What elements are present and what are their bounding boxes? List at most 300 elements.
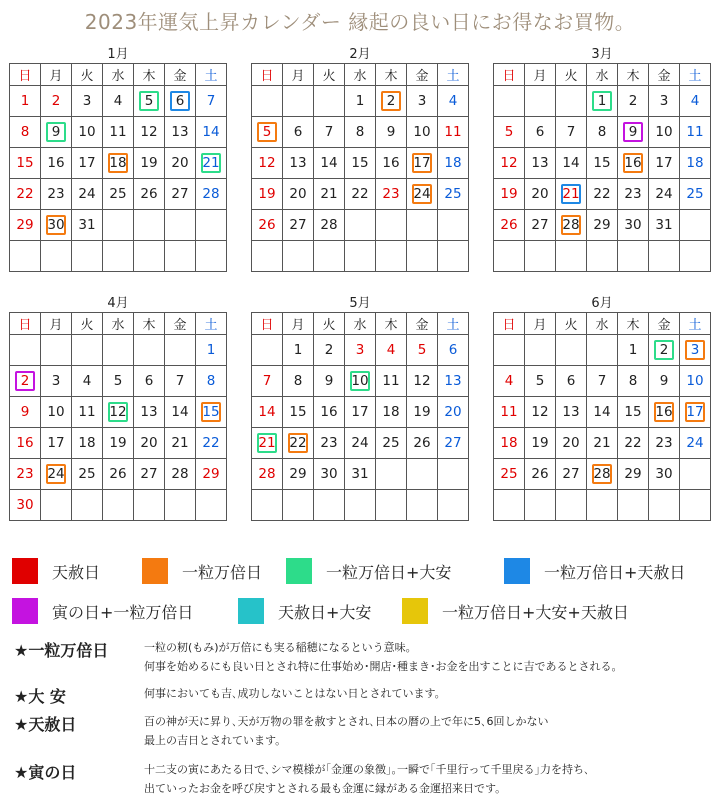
day-cell <box>314 335 345 366</box>
day-number: 14 <box>258 404 276 420</box>
day-cell <box>680 366 711 397</box>
day-number: 20 <box>562 435 580 451</box>
day-number: 31 <box>351 466 369 482</box>
day-number: 13 <box>562 404 580 420</box>
swatch-ichiryu-taian <box>286 558 312 584</box>
note-title: ★大 安 <box>14 687 66 706</box>
empty-cell <box>103 490 134 521</box>
day-number: 14 <box>593 404 611 420</box>
day-cell <box>587 210 618 241</box>
day-number: 26 <box>413 435 431 451</box>
empty-cell <box>10 335 41 366</box>
day-number: 20 <box>289 186 307 202</box>
day-number-highlight: 21 <box>202 155 220 171</box>
weekday-header: 日 <box>10 313 41 335</box>
day-number: 11 <box>444 124 462 140</box>
day-number: 23 <box>655 435 673 451</box>
day-cell <box>345 459 376 490</box>
day-cell <box>438 86 469 117</box>
day-number: 22 <box>351 186 369 202</box>
day-number-highlight: 28 <box>593 466 611 482</box>
day-number: 4 <box>82 373 92 389</box>
day-cell <box>649 366 680 397</box>
empty-cell <box>376 459 407 490</box>
legend-item-ichiryu-taian <box>286 558 504 584</box>
day-number: 18 <box>382 404 400 420</box>
day-number: 14 <box>202 124 220 140</box>
day-number: 28 <box>258 466 276 482</box>
day-cell <box>618 428 649 459</box>
day-number: 5 <box>113 373 123 389</box>
day-number: 27 <box>171 186 189 202</box>
day-number: 6 <box>448 342 458 358</box>
day-number: 24 <box>686 435 704 451</box>
day-cell <box>680 117 711 148</box>
note-line: 十二支の寅にあたる日で､シマ模様が｢金運の象徴｣｡一瞬で｢千里行って千里戻る｣力を持ち､ <box>144 763 590 776</box>
day-number: 15 <box>289 404 307 420</box>
day-number-highlight: 2 <box>15 371 35 391</box>
day-number: 1 <box>20 93 30 109</box>
day-number: 9 <box>324 373 334 389</box>
day-number: 7 <box>597 373 607 389</box>
day-cell <box>72 210 103 241</box>
empty-cell <box>618 490 649 521</box>
day-cell <box>618 397 649 428</box>
day-number: 31 <box>78 217 96 233</box>
day-cell <box>41 428 72 459</box>
day-cell <box>345 148 376 179</box>
weekday-header: 水 <box>103 64 134 86</box>
note-text <box>144 638 714 676</box>
day-number: 16 <box>382 155 400 171</box>
weekday-header: 日 <box>494 313 525 335</box>
day-cell <box>438 179 469 210</box>
day-cell <box>494 397 525 428</box>
day-number: 7 <box>206 93 216 109</box>
day-number: 11 <box>686 124 704 140</box>
day-number: 19 <box>531 435 549 451</box>
day-cell <box>649 210 680 241</box>
day-number: 17 <box>78 155 96 171</box>
empty-cell <box>407 210 438 241</box>
weekday-header: 月 <box>283 64 314 86</box>
day-cell <box>72 397 103 428</box>
day-cell <box>314 179 345 210</box>
day-number: 20 <box>171 155 189 171</box>
empty-cell <box>680 490 711 521</box>
day-number: 22 <box>624 435 642 451</box>
day-number: 1 <box>355 93 365 109</box>
day-number: 4 <box>448 93 458 109</box>
note-line: 何事を始めるにも良い日とされ特に仕事始め･開店･種まき･お金を出すことに吉であるとされる。 <box>144 660 623 673</box>
day-number: 23 <box>47 186 65 202</box>
day-cell <box>134 117 165 148</box>
day-cell <box>283 179 314 210</box>
day-number: 23 <box>16 466 34 482</box>
day-number: 12 <box>140 124 158 140</box>
day-cell <box>196 428 227 459</box>
empty-cell <box>525 241 556 272</box>
day-cell <box>314 117 345 148</box>
day-cell <box>196 459 227 490</box>
day-number: 3 <box>355 342 365 358</box>
day-number: 26 <box>140 186 158 202</box>
day-cell <box>345 366 376 397</box>
weekday-header: 金 <box>649 64 680 86</box>
empty-cell <box>72 241 103 272</box>
day-cell <box>680 335 711 366</box>
day-number-highlight: 6 <box>170 91 190 111</box>
weekday-header: 日 <box>494 64 525 86</box>
weekday-header: 木 <box>618 64 649 86</box>
day-cell <box>314 459 345 490</box>
day-number: 24 <box>351 435 369 451</box>
weekday-header: 火 <box>556 64 587 86</box>
day-cell <box>196 335 227 366</box>
day-number: 21 <box>593 435 611 451</box>
empty-cell <box>283 241 314 272</box>
day-cell <box>438 335 469 366</box>
month-title: 2月 <box>349 47 371 62</box>
day-number: 21 <box>320 186 338 202</box>
calendar-grid <box>493 63 711 272</box>
day-cell <box>680 428 711 459</box>
day-number: 3 <box>417 93 427 109</box>
day-number: 17 <box>47 435 65 451</box>
weekday-header: 木 <box>618 313 649 335</box>
day-cell <box>252 459 283 490</box>
day-cell <box>134 459 165 490</box>
day-cell <box>376 86 407 117</box>
day-number-highlight: 21 <box>562 186 580 202</box>
day-number: 11 <box>109 124 127 140</box>
weekday-header: 日 <box>10 64 41 86</box>
day-number: 13 <box>531 155 549 171</box>
day-number: 30 <box>624 217 642 233</box>
calendar-grid <box>493 312 711 521</box>
day-number: 26 <box>258 217 276 233</box>
day-cell <box>407 366 438 397</box>
swatch-ichiryu-tensha <box>504 558 530 584</box>
weekday-header: 土 <box>680 64 711 86</box>
day-cell <box>376 366 407 397</box>
day-number: 4 <box>504 373 514 389</box>
day-cell <box>10 490 41 521</box>
legend-item-ichiryu-tensha <box>504 558 685 584</box>
day-cell <box>196 148 227 179</box>
empty-cell <box>618 241 649 272</box>
day-number: 16 <box>16 435 34 451</box>
day-cell <box>556 459 587 490</box>
day-cell <box>72 459 103 490</box>
empty-cell <box>41 335 72 366</box>
page-title: 2023年運気上昇カレンダー 縁起の良い日にお得なお買物。 <box>84 10 636 34</box>
day-number: 16 <box>47 155 65 171</box>
swatch-ichiryu-taian-tensha <box>402 598 428 624</box>
empty-cell <box>407 459 438 490</box>
day-cell <box>252 397 283 428</box>
day-cell <box>72 86 103 117</box>
day-cell <box>72 428 103 459</box>
day-number: 17 <box>351 404 369 420</box>
day-cell <box>556 397 587 428</box>
day-number: 7 <box>175 373 185 389</box>
day-number: 8 <box>628 373 638 389</box>
day-cell <box>680 148 711 179</box>
day-number: 24 <box>78 186 96 202</box>
day-number-highlight: 28 <box>562 217 580 233</box>
day-number: 26 <box>500 217 518 233</box>
day-number: 25 <box>382 435 400 451</box>
weekday-header: 金 <box>407 64 438 86</box>
empty-cell <box>41 241 72 272</box>
note-title: ★寅の日 <box>14 763 77 782</box>
empty-cell <box>438 210 469 241</box>
day-cell <box>525 117 556 148</box>
day-cell <box>407 428 438 459</box>
day-cell <box>72 366 103 397</box>
calendar-jun <box>493 296 711 521</box>
weekday-header: 月 <box>41 64 72 86</box>
day-number: 19 <box>140 155 158 171</box>
calendar-mar <box>493 47 711 272</box>
day-cell <box>407 148 438 179</box>
day-cell <box>165 86 196 117</box>
day-cell <box>196 366 227 397</box>
day-cell <box>438 428 469 459</box>
day-number: 12 <box>531 404 549 420</box>
day-number: 7 <box>324 124 334 140</box>
legend-label: 一粒万倍日+天赦日 <box>544 562 686 582</box>
day-cell <box>556 179 587 210</box>
empty-cell <box>252 490 283 521</box>
empty-cell <box>41 490 72 521</box>
day-cell <box>556 117 587 148</box>
note-line: 百の神が天に昇り､天が万物の罪を赦すとされ､日本の暦の上で年に5､6回しかない <box>144 715 549 728</box>
weekday-header: 日 <box>252 64 283 86</box>
day-cell <box>525 179 556 210</box>
empty-cell <box>345 241 376 272</box>
empty-cell <box>494 86 525 117</box>
note-line: 出ていったお金を呼び戻すとされる最も金運に縁がある金運招来日です。 <box>144 782 507 795</box>
day-cell <box>376 148 407 179</box>
day-cell <box>345 335 376 366</box>
weekday-header: 土 <box>438 313 469 335</box>
day-number: 20 <box>531 186 549 202</box>
day-number: 29 <box>16 217 34 233</box>
empty-cell <box>680 210 711 241</box>
day-cell <box>314 397 345 428</box>
day-number: 14 <box>320 155 338 171</box>
day-number: 25 <box>109 186 127 202</box>
day-number: 4 <box>113 93 123 109</box>
day-number: 11 <box>78 404 96 420</box>
day-cell <box>10 366 41 397</box>
day-cell <box>252 148 283 179</box>
weekday-header: 金 <box>165 313 196 335</box>
day-cell <box>283 459 314 490</box>
day-cell <box>556 366 587 397</box>
day-cell <box>407 335 438 366</box>
calendar-feb <box>251 47 469 272</box>
day-cell <box>680 86 711 117</box>
day-number: 18 <box>444 155 462 171</box>
day-cell <box>10 179 41 210</box>
day-cell <box>41 366 72 397</box>
day-number: 9 <box>659 373 669 389</box>
day-number: 6 <box>566 373 576 389</box>
day-cell <box>103 459 134 490</box>
day-cell <box>72 117 103 148</box>
day-number: 29 <box>289 466 307 482</box>
empty-cell <box>283 490 314 521</box>
day-cell <box>134 428 165 459</box>
empty-cell <box>680 459 711 490</box>
day-number-highlight: 2 <box>654 340 674 360</box>
day-cell <box>10 86 41 117</box>
day-cell <box>618 335 649 366</box>
weekday-header: 月 <box>525 64 556 86</box>
day-cell <box>252 117 283 148</box>
day-number-highlight: 17 <box>686 404 704 420</box>
weekday-header: 木 <box>376 313 407 335</box>
weekday-header: 金 <box>407 313 438 335</box>
day-cell <box>407 397 438 428</box>
weekday-header: 水 <box>345 64 376 86</box>
day-number-highlight: 21 <box>258 435 276 451</box>
weekday-header: 土 <box>196 64 227 86</box>
day-number-highlight: 24 <box>413 186 431 202</box>
calendar-grid <box>251 63 469 272</box>
empty-cell <box>252 335 283 366</box>
day-cell <box>618 117 649 148</box>
day-number: 5 <box>417 342 427 358</box>
day-cell <box>649 86 680 117</box>
day-number: 22 <box>202 435 220 451</box>
day-cell <box>587 117 618 148</box>
empty-cell <box>587 335 618 366</box>
day-number: 21 <box>171 435 189 451</box>
day-number: 10 <box>47 404 65 420</box>
note-title: ★天赦日 <box>14 715 77 734</box>
day-cell <box>345 397 376 428</box>
empty-cell <box>556 241 587 272</box>
empty-cell <box>196 490 227 521</box>
empty-cell <box>407 241 438 272</box>
day-cell <box>649 335 680 366</box>
day-cell <box>376 117 407 148</box>
day-number: 1 <box>206 342 216 358</box>
day-number-highlight: 15 <box>202 404 220 420</box>
day-cell <box>283 366 314 397</box>
calendar-apr <box>9 296 227 521</box>
day-number: 10 <box>655 124 673 140</box>
day-cell <box>103 86 134 117</box>
empty-cell <box>407 490 438 521</box>
day-number: 19 <box>500 186 518 202</box>
day-cell <box>10 117 41 148</box>
day-number: 22 <box>16 186 34 202</box>
day-number: 4 <box>690 93 700 109</box>
day-cell <box>134 148 165 179</box>
empty-cell <box>680 241 711 272</box>
day-cell <box>525 459 556 490</box>
calendar-jan <box>9 47 227 272</box>
empty-cell <box>134 490 165 521</box>
day-number: 19 <box>413 404 431 420</box>
day-number: 13 <box>171 124 189 140</box>
swatch-ichiryu <box>142 558 168 584</box>
day-cell <box>252 428 283 459</box>
day-cell <box>103 366 134 397</box>
day-number: 10 <box>686 373 704 389</box>
day-cell <box>587 366 618 397</box>
empty-cell <box>283 86 314 117</box>
day-number: 3 <box>82 93 92 109</box>
day-cell <box>649 148 680 179</box>
day-cell <box>252 366 283 397</box>
day-cell <box>196 397 227 428</box>
empty-cell <box>376 241 407 272</box>
day-cell <box>41 210 72 241</box>
day-cell <box>438 117 469 148</box>
month-title: 1月 <box>107 47 129 62</box>
day-cell <box>103 117 134 148</box>
day-cell <box>587 428 618 459</box>
empty-cell <box>438 490 469 521</box>
empty-cell <box>165 335 196 366</box>
note-line: 何事においても吉､成功しないことはない日とされています。 <box>144 687 446 700</box>
day-number-highlight: 5 <box>257 122 277 142</box>
day-cell <box>103 179 134 210</box>
empty-cell <box>494 335 525 366</box>
day-cell <box>314 428 345 459</box>
day-cell <box>314 366 345 397</box>
day-cell <box>252 210 283 241</box>
empty-cell <box>134 241 165 272</box>
day-number-highlight: 9 <box>46 122 66 142</box>
weekday-header: 金 <box>165 64 196 86</box>
weekday-header: 火 <box>556 313 587 335</box>
day-cell <box>525 397 556 428</box>
month-title: 5月 <box>349 296 371 311</box>
calendar-grid <box>9 312 227 521</box>
day-cell <box>345 117 376 148</box>
day-cell <box>680 179 711 210</box>
empty-cell <box>314 490 345 521</box>
day-cell <box>525 366 556 397</box>
day-cell <box>407 179 438 210</box>
weekday-header: 土 <box>438 64 469 86</box>
swatch-tenshabi <box>12 558 38 584</box>
day-number: 17 <box>655 155 673 171</box>
swatch-tora-ichiryu <box>12 598 38 624</box>
month-title: 3月 <box>591 47 613 62</box>
day-number: 27 <box>562 466 580 482</box>
day-cell <box>283 335 314 366</box>
legend <box>12 558 712 638</box>
day-number: 25 <box>444 186 462 202</box>
empty-cell <box>556 335 587 366</box>
day-cell <box>41 86 72 117</box>
note-line: 最上の吉日とされています。 <box>144 734 287 747</box>
empty-cell <box>649 241 680 272</box>
day-cell <box>438 366 469 397</box>
empty-cell <box>494 241 525 272</box>
day-number: 26 <box>109 466 127 482</box>
day-cell <box>587 397 618 428</box>
day-cell <box>345 179 376 210</box>
